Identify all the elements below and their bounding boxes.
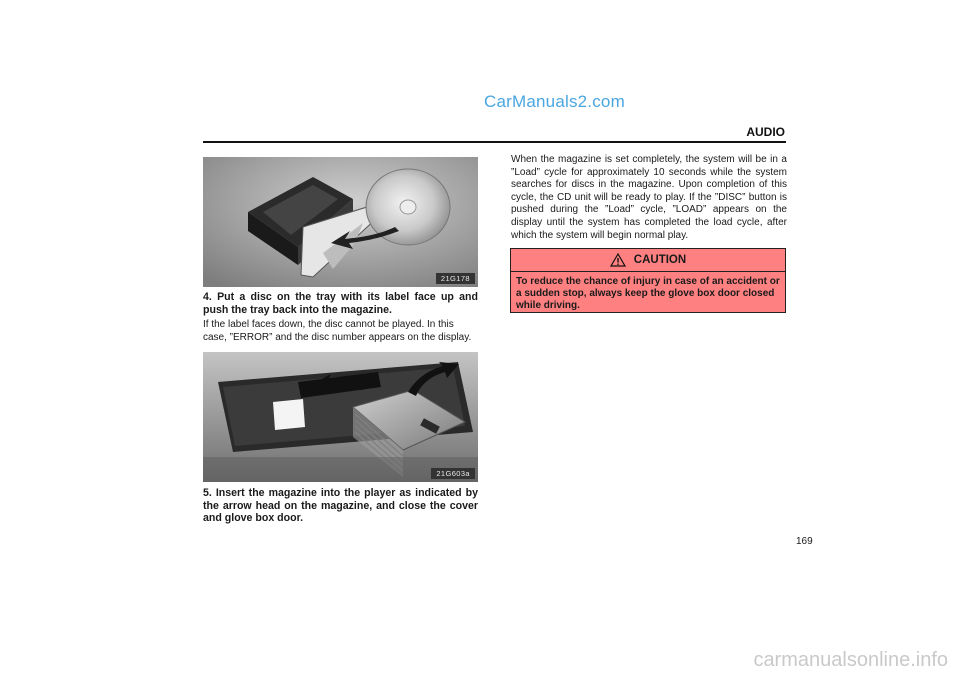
caution-header <box>511 249 785 272</box>
watermark-bottom[interactable]: carmanualsonline.info <box>753 649 948 671</box>
watermark-top[interactable]: CarManuals2.com <box>484 92 625 111</box>
disc-tray-illustration <box>203 157 478 287</box>
header-rule <box>203 141 786 143</box>
insert-magazine-illustration <box>203 352 478 482</box>
warning-triangle-icon <box>610 253 626 267</box>
step-5-instruction: 5. Insert the magazine into the player as indicated by the arrow head on the magazine, and close the cover and glove box door. <box>203 487 478 524</box>
caution-title: CAUTION <box>633 254 687 266</box>
figure-code: 21G603a <box>431 468 475 479</box>
page-number: 169 <box>796 536 813 547</box>
label-note: If the label faces down, the disc cannot be played. In this case, ”ERROR” and the disc number appears on the display. <box>203 319 472 343</box>
section-title: AUDIO <box>746 125 785 139</box>
figure-disc-tray <box>203 157 478 287</box>
load-cycle-paragraph: When the magazine is set completely, the system will be in a ”Load” cycle for approximately 10 seconds while the system searches for discs in the magazine. Upon completion of this cycle, the CD unit will be ready to play. If the ”DISC” button is pushed during the ”Load” cycle, ”LOAD” appears on the display until the system has completed the load cycle, after which the system will begin normal play. <box>511 154 787 241</box>
caution-box <box>510 248 786 313</box>
figure-insert-magazine <box>203 352 478 482</box>
figure-code: 21G178 <box>436 273 475 284</box>
step-4-instruction: 4. Put a disc on the tray with its label face up and push the tray back into the magazine. <box>203 291 478 316</box>
caution-text: To reduce the chance of injury in case of an accident or a sudden stop, always keep the glove box door closed while driving. <box>516 276 780 311</box>
